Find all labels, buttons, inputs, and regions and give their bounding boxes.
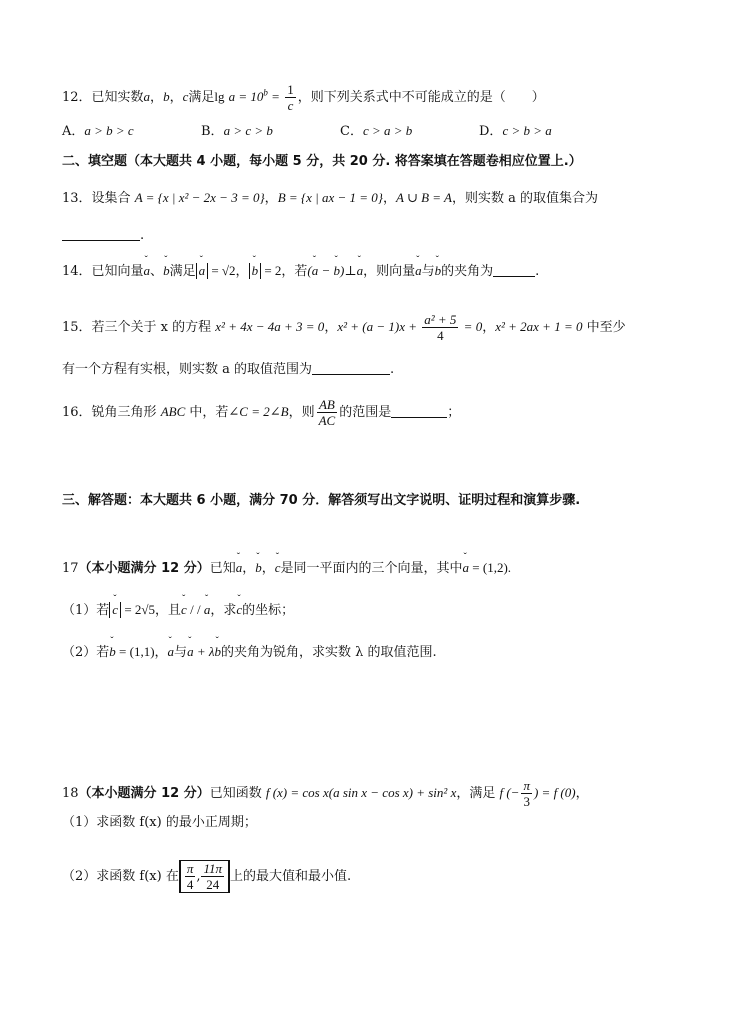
q17-score: （本小题满分 12 分） — [78, 561, 210, 576]
q17-intro: 已知 — [209, 561, 236, 576]
interval-bracket — [179, 860, 230, 893]
q18-intro: 已知函数 — [209, 786, 266, 801]
q16-rest: 的范围是 — [339, 405, 392, 420]
vector-a: ˇ a — [187, 643, 194, 661]
q14-cond: 满足 — [169, 264, 196, 279]
q15-sep: ， — [482, 320, 496, 335]
vector-a: ˇ a — [463, 559, 470, 577]
option-expr: c > a > b — [362, 123, 413, 138]
q15-line1 — [62, 312, 626, 343]
vector-a: ˇ a — [312, 262, 319, 280]
q17-p2-pre: （2）若 — [62, 645, 110, 660]
vector-b: ˇ b — [214, 643, 221, 661]
q12-option-a — [62, 122, 134, 141]
abs-c — [109, 602, 121, 618]
answer-blank — [62, 226, 140, 241]
q13-union: A ∪ B = A — [395, 190, 453, 205]
comma: ， — [575, 786, 589, 801]
q17-p1-end: 的坐标； — [242, 603, 295, 618]
q14-and: 、 — [150, 264, 164, 279]
vector-a: ˇ a — [357, 262, 364, 280]
abs-b — [249, 263, 262, 279]
frac-num: π — [186, 861, 194, 876]
q14-then: ，则向量 — [363, 264, 416, 279]
q18-score: （本小题满分 12 分） — [78, 786, 210, 801]
q13-set-b: B = {x | ax − 1 = 0} — [277, 190, 383, 205]
q18-p2-pre: （2）求函数 f(x) 在 — [62, 869, 179, 884]
q12-lg: lg — [214, 89, 225, 104]
option-expr: a > c > b — [223, 123, 273, 138]
comma: ， — [261, 561, 275, 576]
q15-eq3: x² + 2ax + 1 = 0 — [495, 319, 583, 334]
q15-eq2-pre: x² + (a − 1)x + — [337, 319, 421, 334]
frac-den: 24 — [206, 877, 220, 892]
q12-var-b: b — [163, 89, 170, 104]
q12-var-a: a — [143, 89, 151, 104]
q12-cond: 满足 — [188, 90, 215, 105]
q18-number: 18 — [62, 786, 79, 801]
interval-left — [185, 861, 196, 892]
q18-p2-rest: 上的最大值和最小值. — [230, 869, 352, 884]
answer-blank — [312, 360, 390, 375]
q12-frac-num: 1 — [287, 82, 294, 97]
q17-p2-eq: = (1,1) — [115, 644, 155, 659]
vector-a: ˇ a — [144, 262, 151, 280]
vector-b: ˇ b — [163, 262, 170, 280]
q18-part2 — [62, 860, 351, 893]
q12-eq2: = — [267, 89, 284, 104]
vector-a: ˇ a — [168, 643, 175, 661]
vector-c: ˇ c — [181, 601, 187, 619]
perp-symbol: ⊥ — [344, 264, 357, 279]
period: . — [535, 264, 540, 279]
vector-c: ˇ c — [236, 601, 242, 619]
q18-frac-den: 3 — [523, 794, 530, 809]
paren-open: ( — [307, 263, 312, 278]
q17-p2-rest: 的夹角为锐角，求实数 λ 的取值范围. — [220, 645, 437, 660]
q16-prefix: 16．锐角三角形 — [62, 405, 161, 420]
q18-part1: （1）求函数 f(x) 的最小正周期； — [62, 815, 257, 830]
period: . — [140, 228, 145, 243]
q14-prefix: 14．已知向量 — [62, 264, 144, 279]
q16-mid: 中，若 — [185, 405, 229, 420]
q17-p2-expr: + λ — [193, 644, 215, 659]
comma: ， — [154, 645, 168, 660]
option-label: C． — [340, 124, 363, 139]
vector-b: ˇ b — [334, 262, 341, 280]
q12-var-c: c — [182, 89, 189, 104]
q17-given: = (1,2). — [469, 560, 512, 575]
q16-frac-num: AB — [317, 397, 338, 413]
q16-triangle: ABC — [160, 404, 186, 419]
q16-fraction — [317, 397, 338, 428]
q12-option-d — [479, 122, 552, 141]
vector-b: ˇ b — [109, 643, 116, 661]
q16-line — [62, 397, 460, 428]
q18-cond-post: ) = f (0) — [533, 785, 576, 800]
q14-eq2: = 2 — [261, 263, 282, 278]
q15-prefix: 15．若三个关于 x 的方程 — [62, 320, 216, 335]
q17-number: 17 — [62, 561, 79, 576]
vector-b: ˇ b — [255, 559, 262, 577]
option-label: A． — [62, 124, 85, 139]
q14-with: 与 — [421, 264, 435, 279]
section3-heading: 三、解答题：本大题共 6 小题，满分 70 分．解答须写出文字说明、证明过程和演算步骤. — [62, 493, 581, 508]
frac-num: 11π — [203, 861, 223, 876]
q15-line2 — [62, 360, 394, 379]
q17-part2 — [62, 643, 437, 662]
q17-p1-mid: ，且 — [155, 603, 182, 618]
q15-frac-num: a² + 5 — [424, 312, 457, 327]
q14-if: ，若 — [281, 264, 308, 279]
interval-right — [201, 861, 224, 892]
q17-p1-pre: （1）若 — [62, 603, 110, 618]
q12-eq: a = 10 — [228, 89, 264, 104]
q15-line2-text: 有一个方程有实根，则实数 a 的取值范围为 — [62, 362, 313, 377]
q18-cond-pre: f (− — [499, 785, 520, 800]
q17-p1-eq: = 2√5 — [121, 602, 156, 617]
comma: ， — [242, 561, 256, 576]
vector-b: ˇ b — [435, 262, 442, 280]
vector-a: ˇ a — [199, 263, 206, 278]
q12-exp: b — [263, 87, 268, 98]
q12-option-c — [340, 122, 412, 141]
q17-mid: 是同一平面内的三个向量，其中 — [280, 561, 463, 576]
q15-frac-den: 4 — [437, 328, 444, 343]
vector-c: ˇ c — [112, 602, 118, 617]
abs-a — [196, 263, 209, 279]
q12-option-b — [201, 122, 273, 141]
q17-p1-rest: ，求 — [210, 603, 237, 618]
q15-line1-end: 中至少 — [582, 320, 626, 335]
q13-line — [62, 189, 598, 208]
q15-eq1: x² + 4x − 4a + 3 = 0 — [215, 319, 325, 334]
q14-line — [62, 262, 539, 281]
q13-answer-line — [62, 226, 144, 245]
q18-function: f (x) = cos x(a sin x − cos x) + sin² x — [265, 785, 457, 800]
minus: − — [318, 263, 334, 278]
q13-set-a: A = {x | x² − 2x − 3 = 0} — [134, 190, 265, 205]
q16-frac-den: AC — [318, 413, 336, 428]
paren-close: ) — [340, 263, 345, 278]
q17-p2-with: 与 — [174, 645, 188, 660]
q17-part1 — [62, 601, 294, 620]
q13-sep: ， — [264, 191, 278, 206]
answer-blank — [493, 262, 535, 277]
answer-blank — [391, 403, 447, 418]
q12-fraction — [285, 82, 296, 113]
q16-angle: ∠C = 2∠B — [228, 404, 289, 419]
q13-rest: ，则实数 a 的取值集合为 — [452, 191, 599, 206]
q15-sep: ， — [324, 320, 338, 335]
q18-fraction — [521, 778, 532, 809]
period: . — [390, 362, 395, 377]
q12-comma: ， — [150, 90, 164, 105]
q18-frac-num: π — [523, 778, 530, 793]
q18-cond: ，满足 — [456, 786, 500, 801]
q12-prefix: 12．已知实数 — [62, 90, 144, 105]
vector-b: ˇ b — [252, 263, 259, 278]
q12-comma2: ， — [169, 90, 183, 105]
option-label: B． — [201, 124, 224, 139]
q14-eq1: = √2 — [208, 263, 236, 278]
vector-a: ˇ a — [236, 559, 243, 577]
q16-then: ，则 — [288, 405, 315, 420]
vector-a: ˇ a — [204, 601, 211, 619]
option-expr: c > b > a — [502, 123, 552, 138]
option-expr: a > b > c — [84, 123, 134, 138]
q18-line — [62, 778, 589, 809]
q13-prefix: 13．设集合 — [62, 191, 135, 206]
q15-fraction — [422, 312, 458, 343]
q12-rest: ，则下列关系式中不可能成立的是（ ） — [297, 90, 545, 105]
semicolon: ； — [447, 405, 461, 420]
section2-heading: 二、填空题（本大题共 4 小题，每小题 5 分，共 20 分. 将答案填在答题卷相应位置上.） — [62, 154, 582, 169]
q12-line — [62, 82, 545, 113]
vector-a: ˇ a — [415, 262, 422, 280]
parallel-symbol: / / — [186, 602, 204, 617]
q15-eq2-post: = 0 — [460, 319, 483, 334]
q14-sep: ， — [235, 264, 249, 279]
q13-sep: ， — [382, 191, 396, 206]
interval-comma: , — [196, 869, 201, 884]
q17-line — [62, 559, 511, 578]
q12-frac-den: c — [287, 98, 294, 113]
option-label: D． — [479, 124, 503, 139]
vector-c: ˇ c — [275, 559, 281, 577]
q14-end: 的夹角为 — [441, 264, 494, 279]
frac-den: 4 — [186, 877, 194, 892]
